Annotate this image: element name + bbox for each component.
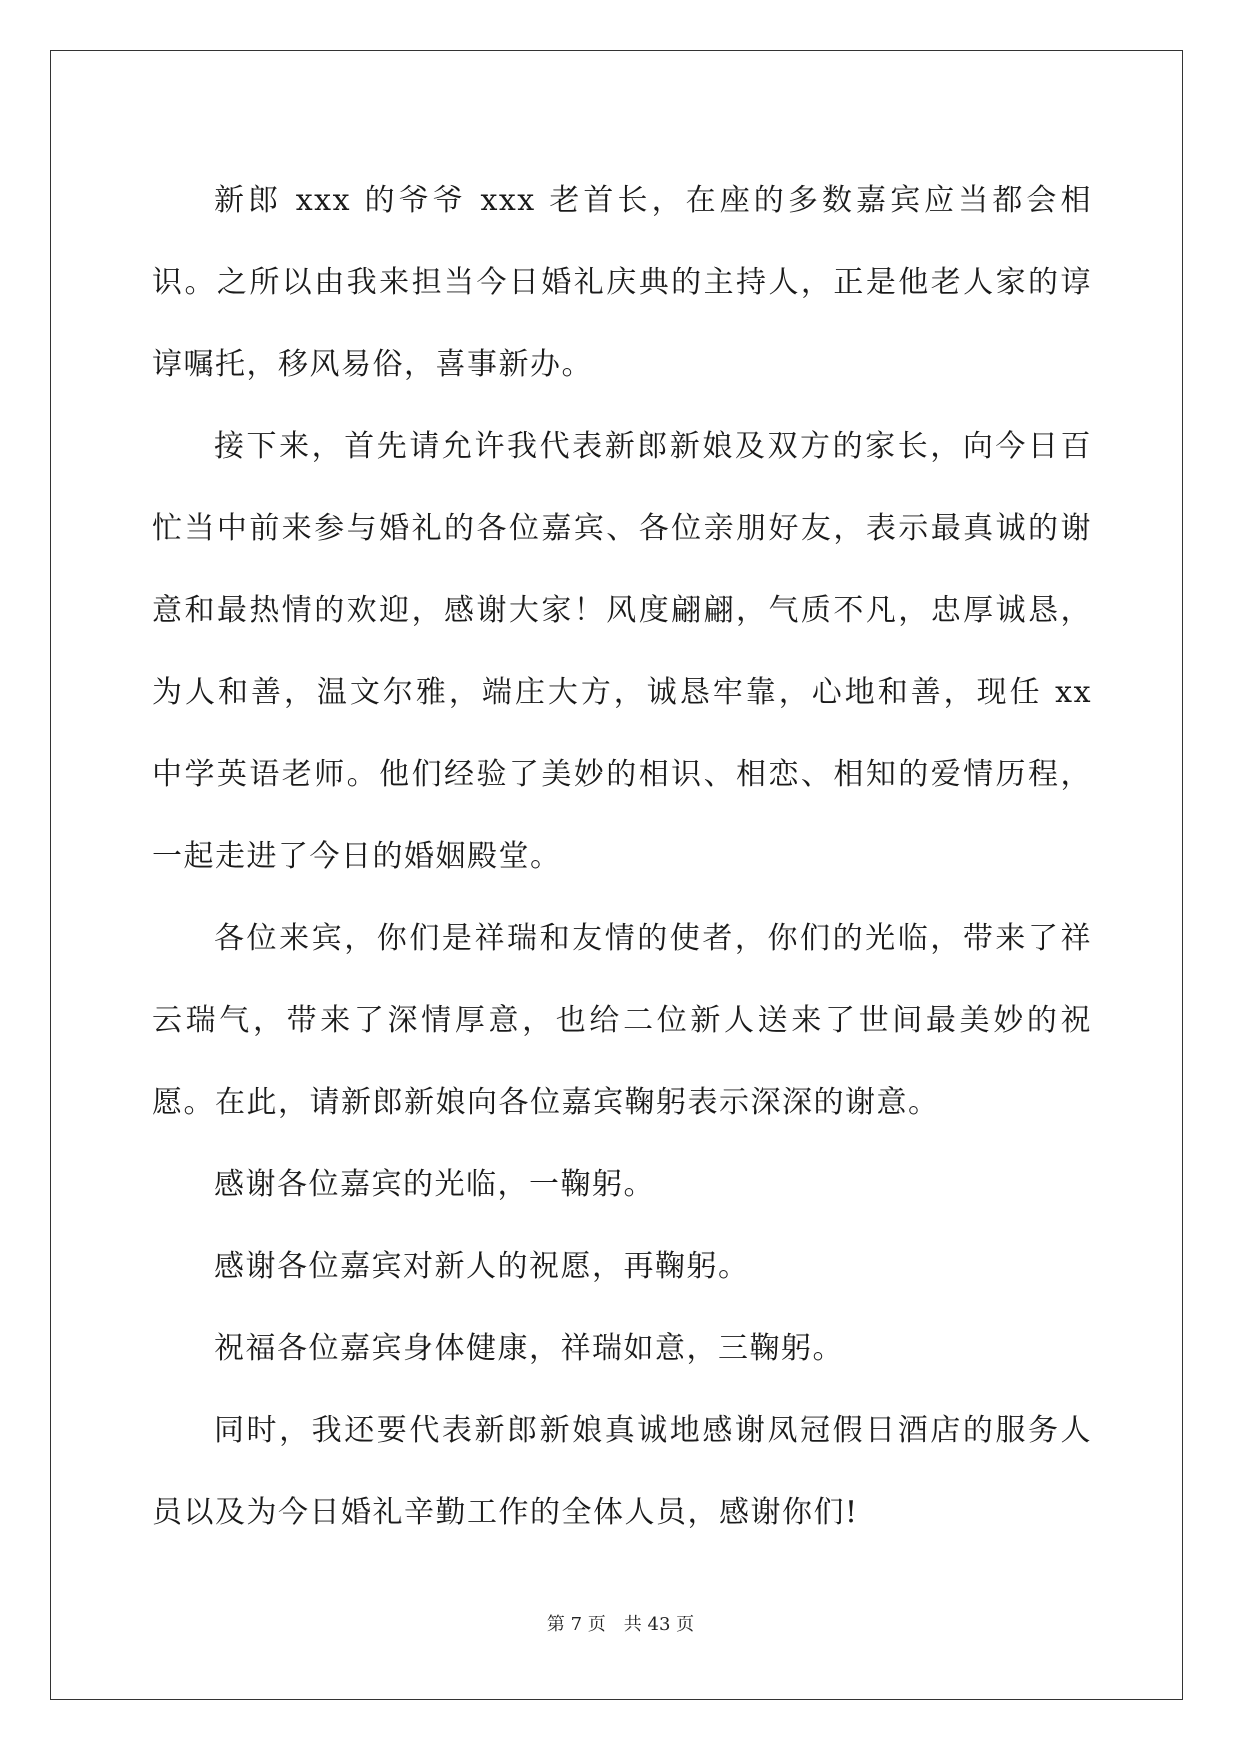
page-footer <box>0 1613 1241 1637</box>
paragraph-2: 接下来，首先请允许我代表新郎新娘及双方的家长，向今日百忙当中前来参与婚礼的各位嘉宾、各位亲朋好友，表示最真诚的谢意和最热情的欢迎，感谢大家！风度翩翩，气质不凡，忠厚诚恳，为人和善，温文尔雅，端庄大方，诚恳牢靠，心地和善，现任 xx 中学英语老师。他们经验了美妙的相识、相恋、相知的爱情历程，一起走进了今日的婚姻殿堂。 <box>152 429 1092 874</box>
paragraph-3: 各位来宾，你们是祥瑞和友情的使者，你们的光临，带来了祥云瑞气，带来了深情厚意，也给二位新人送来了世间最美妙的祝愿。在此，请新郎新娘向各位嘉宾鞠躬表示深深的谢意。 <box>152 921 1092 1120</box>
paragraph-1: 新郎 xxx 的爷爷 xxx 老首长，在座的多数嘉宾应当都会相识。之所以由我来担当今日婚礼庆典的主持人，正是他老人家的谆谆嘱托，移风易俗，喜事新办。 <box>152 183 1092 382</box>
paragraph-5: 感谢各位嘉宾对新人的祝愿，再鞠躬。 <box>214 1249 750 1284</box>
paragraph-7: 同时，我还要代表新郎新娘真诚地感谢凤冠假日酒店的服务人员以及为今日婚礼辛勤工作的全体人员，感谢你们! <box>152 1413 1092 1530</box>
page-total: 共 43 页 <box>623 1614 695 1635</box>
page-number: 第 7 页 <box>546 1614 606 1635</box>
paragraph-4: 感谢各位嘉宾的光临，一鞠躬。 <box>214 1167 655 1202</box>
document-body <box>152 160 1092 1554</box>
paragraph-6: 祝福各位嘉宾身体健康，祥瑞如意，三鞠躬。 <box>214 1331 844 1366</box>
